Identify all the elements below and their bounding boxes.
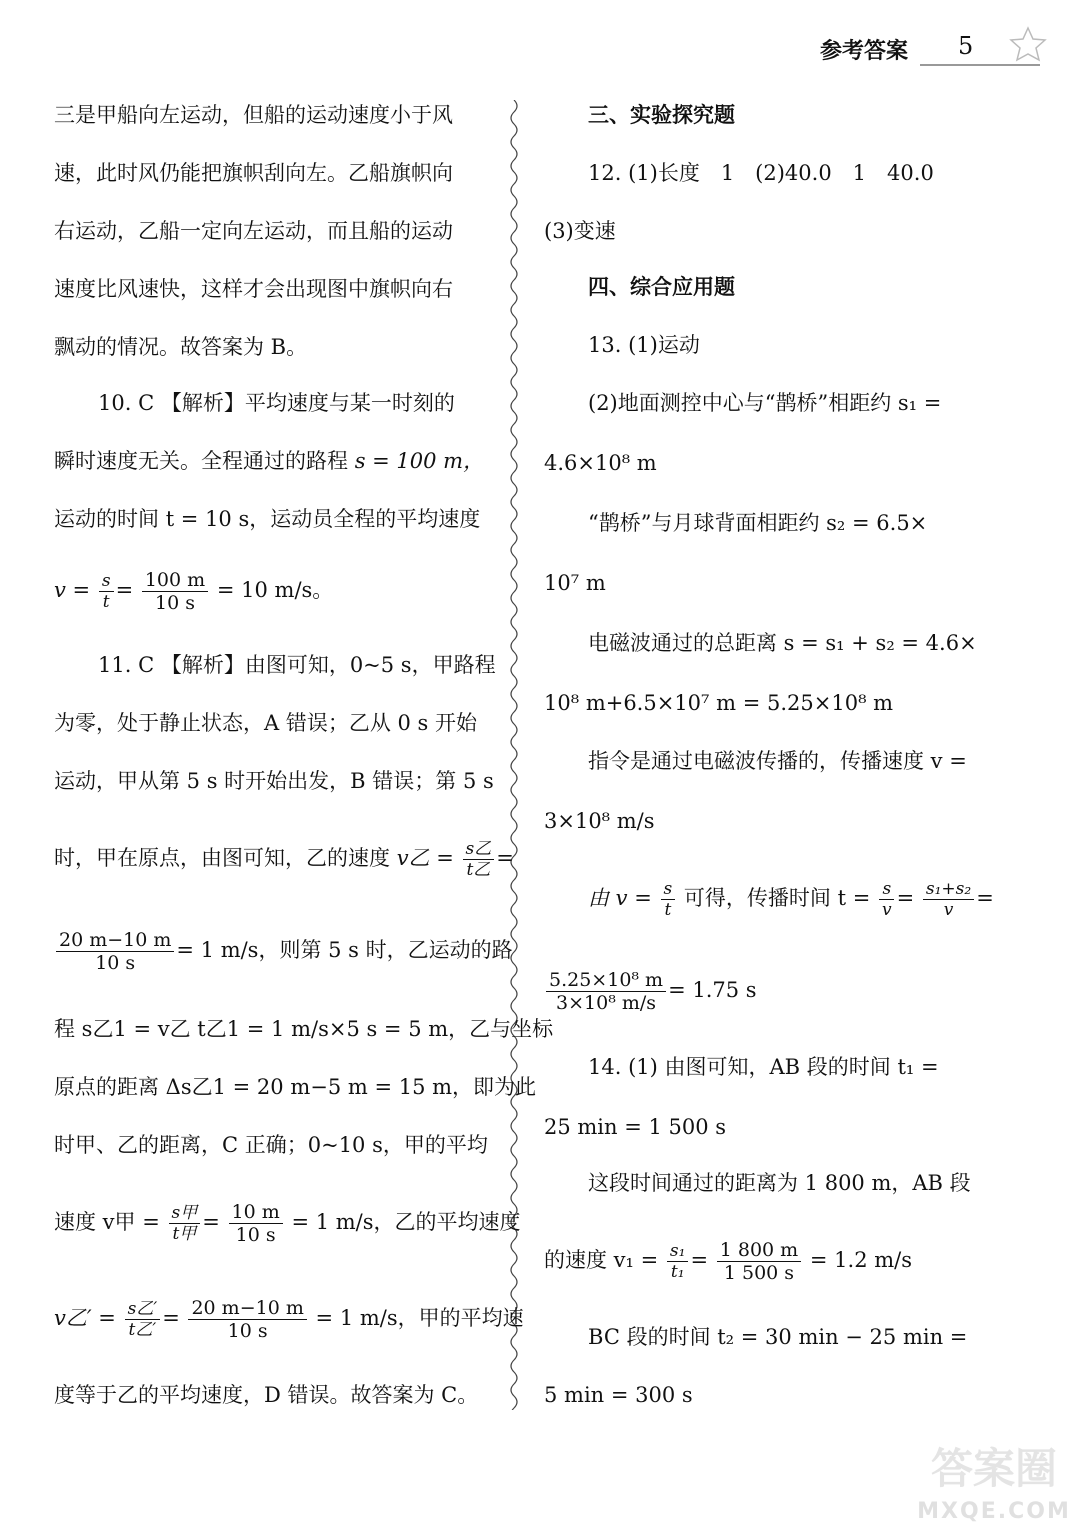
answer-13-heading: 13. (1)运动 [588, 333, 700, 357]
header-rule [920, 64, 1040, 66]
fraction: $\frac{\text{5.25×10⁸ m}}{\text{3×10⁸ m/s}}$ [546, 969, 666, 1014]
text-line: 10⁷ m [544, 571, 606, 595]
text-line: 这段时间通过的距离为 1 800 m，AB 段 [588, 1171, 971, 1195]
text-line: 10⁸ m+6.5×10⁷ m = 5.25×10⁸ m [544, 691, 894, 715]
text-line: 电磁波通过的总距离 s = s₁ + s₂ = 4.6× [588, 631, 977, 655]
text-line: 时甲、乙的距离，C 正确；0~10 s，甲的平均 [54, 1133, 488, 1157]
text-line: 右运动，乙船一定向左运动，而且船的运动 [54, 219, 453, 243]
star-decoration-icon [1008, 26, 1048, 62]
text-line: 3×10⁸ m/s [544, 809, 655, 833]
fraction: $\frac{\text{s₁+s₂}}{v}$ [923, 879, 974, 920]
formula-line: 时，甲在原点，由图可知，乙的速度 v乙 = $\frac{\text{s乙}}{\text{t乙}}$ = [54, 839, 514, 880]
text-line: 4.6×10⁸ m [544, 451, 657, 475]
answer-10-heading: 10. C 【解析】平均速度与某一时刻的 [98, 391, 455, 415]
fraction: $\frac{\text{s甲}}{\text{t甲}}$ [169, 1203, 201, 1244]
fraction: $\frac{100 m}{10 s}$ [142, 569, 208, 614]
text-line: 速度比风速快，这样才会出现图中旗帜向右 [54, 277, 453, 301]
text-line: 瞬时速度无关。全程通过的路程 s = 100 m， [54, 449, 485, 473]
text-line: (2)地面测控中心与“鹊桥”相距约 s₁ = [588, 391, 942, 415]
formula-line: 的速度 v₁ = $\frac{\text{s₁}}{\text{t₁}}$ = $\frac{1 800 m}{1 500 s}$ = 1.2 m/s [544, 1239, 912, 1284]
answer-11-heading: 11. C 【解析】由图可知，0~5 s，甲路程 [98, 653, 496, 677]
fraction: $\frac{\text{s乙′}}{\text{t乙′}}$ [125, 1299, 161, 1340]
fraction: $\frac{10 m}{10 s}$ [229, 1201, 283, 1246]
text-line: 速，此时风仍能把旗帜刮向左。乙船旗帜向 [54, 161, 453, 185]
text-line: BC 段的时间 t₂ = 30 min − 25 min = [588, 1325, 968, 1349]
fraction: $\frac{\text{s乙}}{\text{t乙}}$ [463, 839, 495, 880]
text-line: 运动，甲从第 5 s 时开始出发，B 错误；第 5 s [54, 769, 494, 793]
answer-14-heading: 14. (1) 由图可知，AB 段的时间 t₁ = [588, 1055, 939, 1079]
formula-line: $\frac{20 m-10 m}{10 s}$ = 1 m/s，则第 5 s 时，乙运动的路 [54, 922, 513, 978]
header-title: 参考答案 [820, 39, 909, 64]
text-line: 25 min = 1 500 s [544, 1115, 727, 1139]
text-line: 程 s乙1 = v乙 t乙1 = 1 m/s×5 s = 5 m，乙与坐标 [54, 1017, 554, 1041]
watermark-logo [916, 1436, 1072, 1528]
watermark-site: MXQE.COM [917, 1499, 1071, 1524]
fraction: $\frac{s}{t}$ [661, 879, 676, 920]
text-line: 飘动的情况。故答案为 B。 [54, 335, 308, 359]
fraction: $\frac{s}{v}$ [879, 879, 895, 920]
fraction: $\frac{20 m-10 m}{10 s}$ [56, 929, 174, 974]
fraction: $\frac{\text{s₁}}{\text{t₁}}$ [667, 1241, 689, 1282]
text-line: (3)变速 [544, 219, 616, 243]
formula-line: $\frac{\text{5.25×10⁸ m}}{\text{3×10⁸ m/s}}$ = 1.75 s [544, 962, 757, 1018]
formula-line: 速度 v甲 = $\frac{\text{s甲}}{\text{t甲}}$ = $\frac{10 m}{10 s}$ = 1 m/s，乙的平均速度 [54, 1201, 521, 1246]
page-number: 5 [958, 32, 974, 60]
text-line: 为零，处于静止状态，A 错误；乙从 0 s 开始 [54, 711, 478, 735]
formula-line: v乙′ = $\frac{\text{s乙′}}{\text{t乙′}}$ = $\frac{20 m-10 m}{10 s}$ = 1 m/s，甲的平均速 [54, 1297, 524, 1342]
answer-12: 12. (1)长度 1 (2)40.0 1 40.0 [588, 161, 934, 185]
text-line: 指令是通过电磁波传播的，传播速度 v = [588, 749, 967, 773]
text-line: 度等于乙的平均速度，D 错误。故答案为 C。 [54, 1383, 479, 1407]
fraction: $\frac{1 800 m}{1 500 s}$ [717, 1239, 801, 1284]
text-line: 5 min = 300 s [544, 1383, 693, 1407]
text-line: 原点的距离 Δs乙1 = 20 m−5 m = 15 m，即为此 [54, 1075, 537, 1099]
text-line: 运动的时间 t = 10 s，运动员全程的平均速度 [54, 507, 481, 531]
section-heading: 三、实验探究题 [588, 103, 735, 127]
section-heading: 四、综合应用题 [588, 275, 735, 299]
fraction: $\frac{20 m-10 m}{10 s}$ [188, 1297, 306, 1342]
text-line: 三是甲船向左运动，但船的运动速度小于风 [54, 103, 453, 127]
text-line: “鹊桥”与月球背面相距约 s₂ = 6.5× [588, 511, 928, 535]
watermark-mark: 答案圈 [930, 1444, 1057, 1493]
formula-line: 由 v = $\frac{s}{t}$ 可得，传播时间 t = $\frac{s}{v}$ = $\frac{\text{s₁+s₂}}{v}$ = [588, 879, 994, 920]
formula-line: v = $\frac{s}{t}$ = $\frac{100 m}{10 s}$ = 10 m/s。 [54, 569, 334, 614]
fraction: $\frac{s}{t}$ [99, 571, 114, 612]
